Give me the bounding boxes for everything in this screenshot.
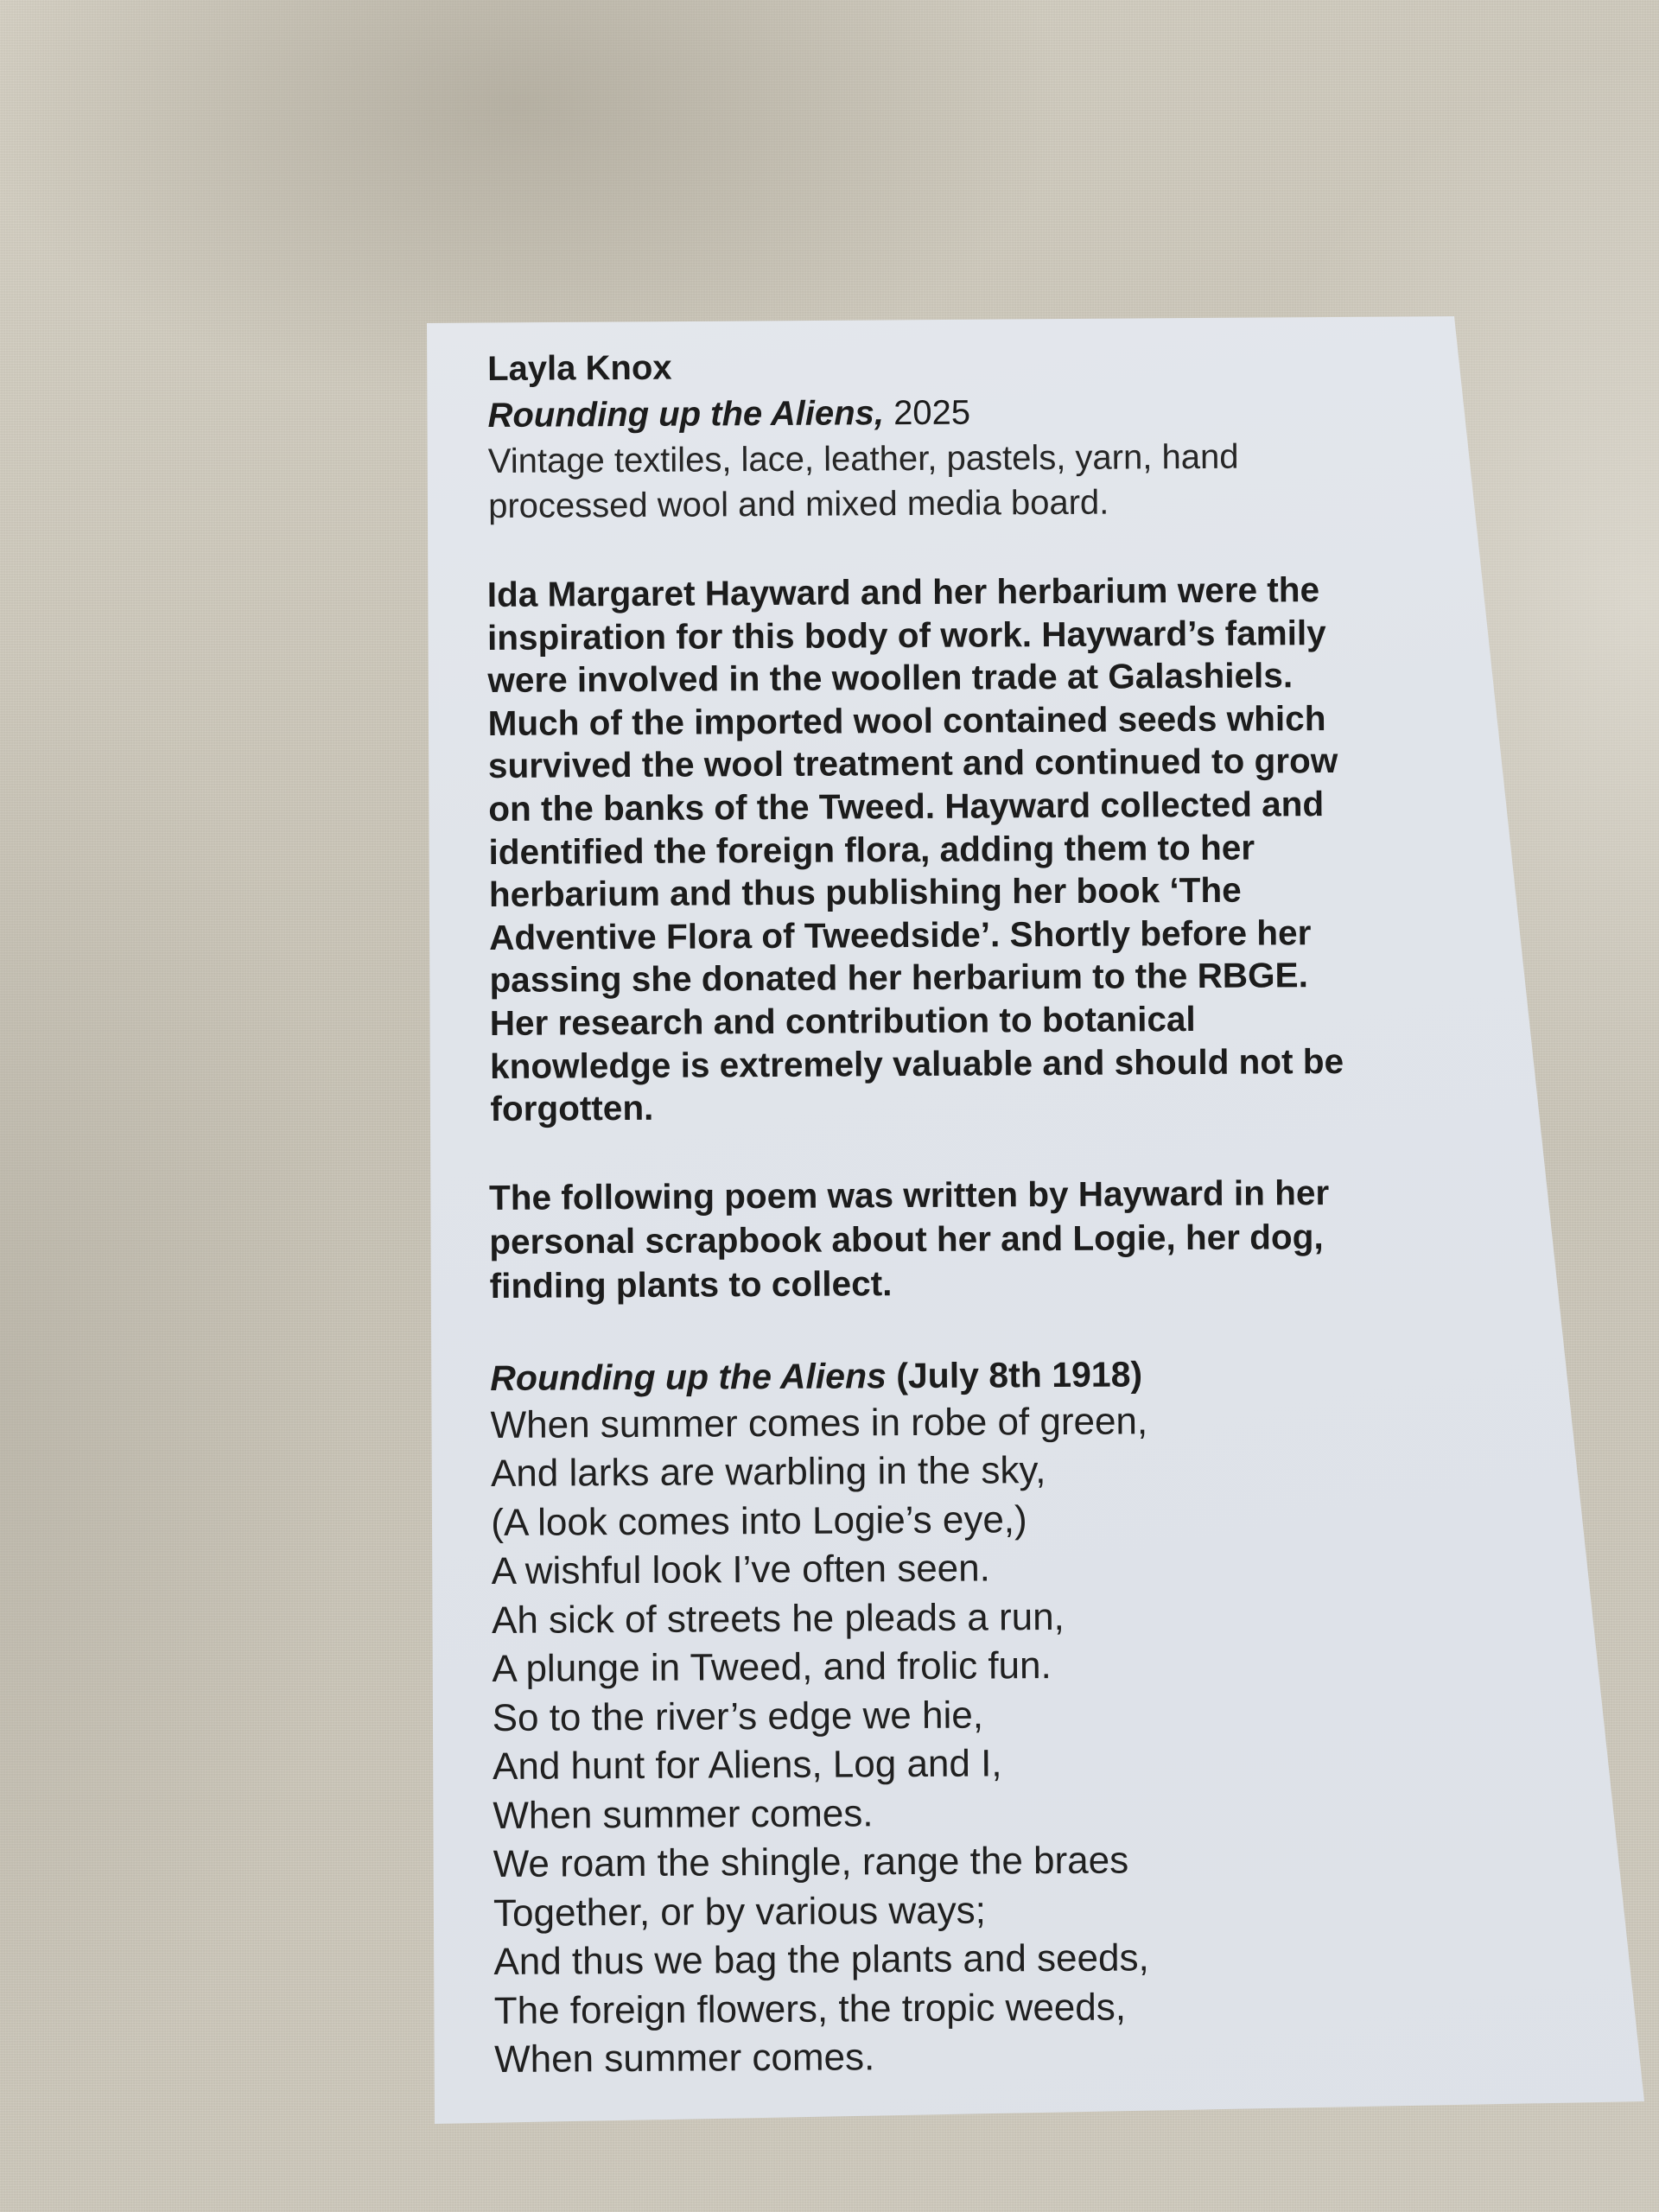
description-line: passing she donated her herbarium to the RBGE. [489, 955, 1309, 1001]
poem-line: Ah sick of streets he pleads a run, [491, 1595, 1065, 1642]
poem-line: Together, or by various ways; [493, 1889, 987, 1935]
poem-line: And hunt for Aliens, Log and I, [492, 1742, 1002, 1789]
description-line: on the banks of the Tweed. Hayward collected and [488, 784, 1325, 829]
poem-line: A wishful look I’ve often seen. [491, 1547, 991, 1593]
artwork-description [487, 567, 1569, 1130]
poem-line: When summer comes. [493, 1791, 874, 1837]
artwork-title-line [487, 385, 1564, 439]
poem-line: When summer comes. [493, 2036, 875, 2082]
artwork-medium [488, 432, 1566, 529]
description-line: inspiration for this body of work. Hayward’s family [486, 612, 1326, 658]
intro-line: finding plants to collect. [489, 1262, 893, 1306]
poem-line: So to the river’s edge we hie, [492, 1694, 984, 1739]
poem-heading [490, 1348, 1570, 1402]
label-text [484, 339, 1574, 2084]
description-line: identified the foreign flora, adding them to her [488, 827, 1255, 872]
description-line: herbarium and thus publishing her book ‘The [488, 869, 1242, 915]
poem-date: (July 8th 1918) [896, 1354, 1143, 1395]
poem-title: Rounding up the Aliens [490, 1355, 887, 1398]
description-line: knowledge is extremely valuable and should not be [489, 1040, 1344, 1086]
poem-line: A plunge in Tweed, and frolic fun. [492, 1644, 1052, 1691]
intro-line: The following poem was written by Hayward in her [488, 1172, 1330, 1217]
poem-line: And larks are warbling in the sky, [490, 1449, 1046, 1496]
description-line: Ida Margaret Hayward and her herbarium were the [486, 569, 1320, 614]
artwork-year: 2025 [893, 393, 971, 433]
artist-name: Layla Knox [487, 348, 672, 388]
poem-line: We roam the shingle, range the braes [493, 1839, 1129, 1886]
description-line: Adventive Flora of Tweedside’. Shortly before her [489, 912, 1312, 957]
poem-line: The foreign flowers, the tropic weeds, [493, 1986, 1127, 2032]
artwork-title-separator: , [874, 394, 885, 433]
poem-line: When summer comes in robe of green, [490, 1400, 1148, 1446]
description-line: Much of the imported wool contained seeds which [487, 697, 1326, 743]
medium-line: processed wool and mixed media board. [488, 483, 1109, 525]
poem-body [490, 1395, 1574, 2085]
poem-introduction [489, 1169, 1570, 1308]
description-line: survived the wool treatment and continued to grow [487, 741, 1338, 786]
description-line: forgotten. [490, 1087, 654, 1129]
poem-line: And thus we bag the plants and seeds, [493, 1936, 1149, 1984]
intro-line: personal scrapbook about her and Logie, her dog, [489, 1216, 1324, 1262]
artwork-title: Rounding up the Aliens [487, 394, 874, 435]
description-line: Her research and contribution to botanical [489, 998, 1196, 1043]
poem-line: (A look comes into Logie’s eye,) [491, 1497, 1027, 1544]
medium-line: Vintage textiles, lace, leather, pastels, yarn, hand [487, 437, 1239, 480]
description-line: were involved in the woollen trade at Galashiels. [487, 655, 1294, 701]
